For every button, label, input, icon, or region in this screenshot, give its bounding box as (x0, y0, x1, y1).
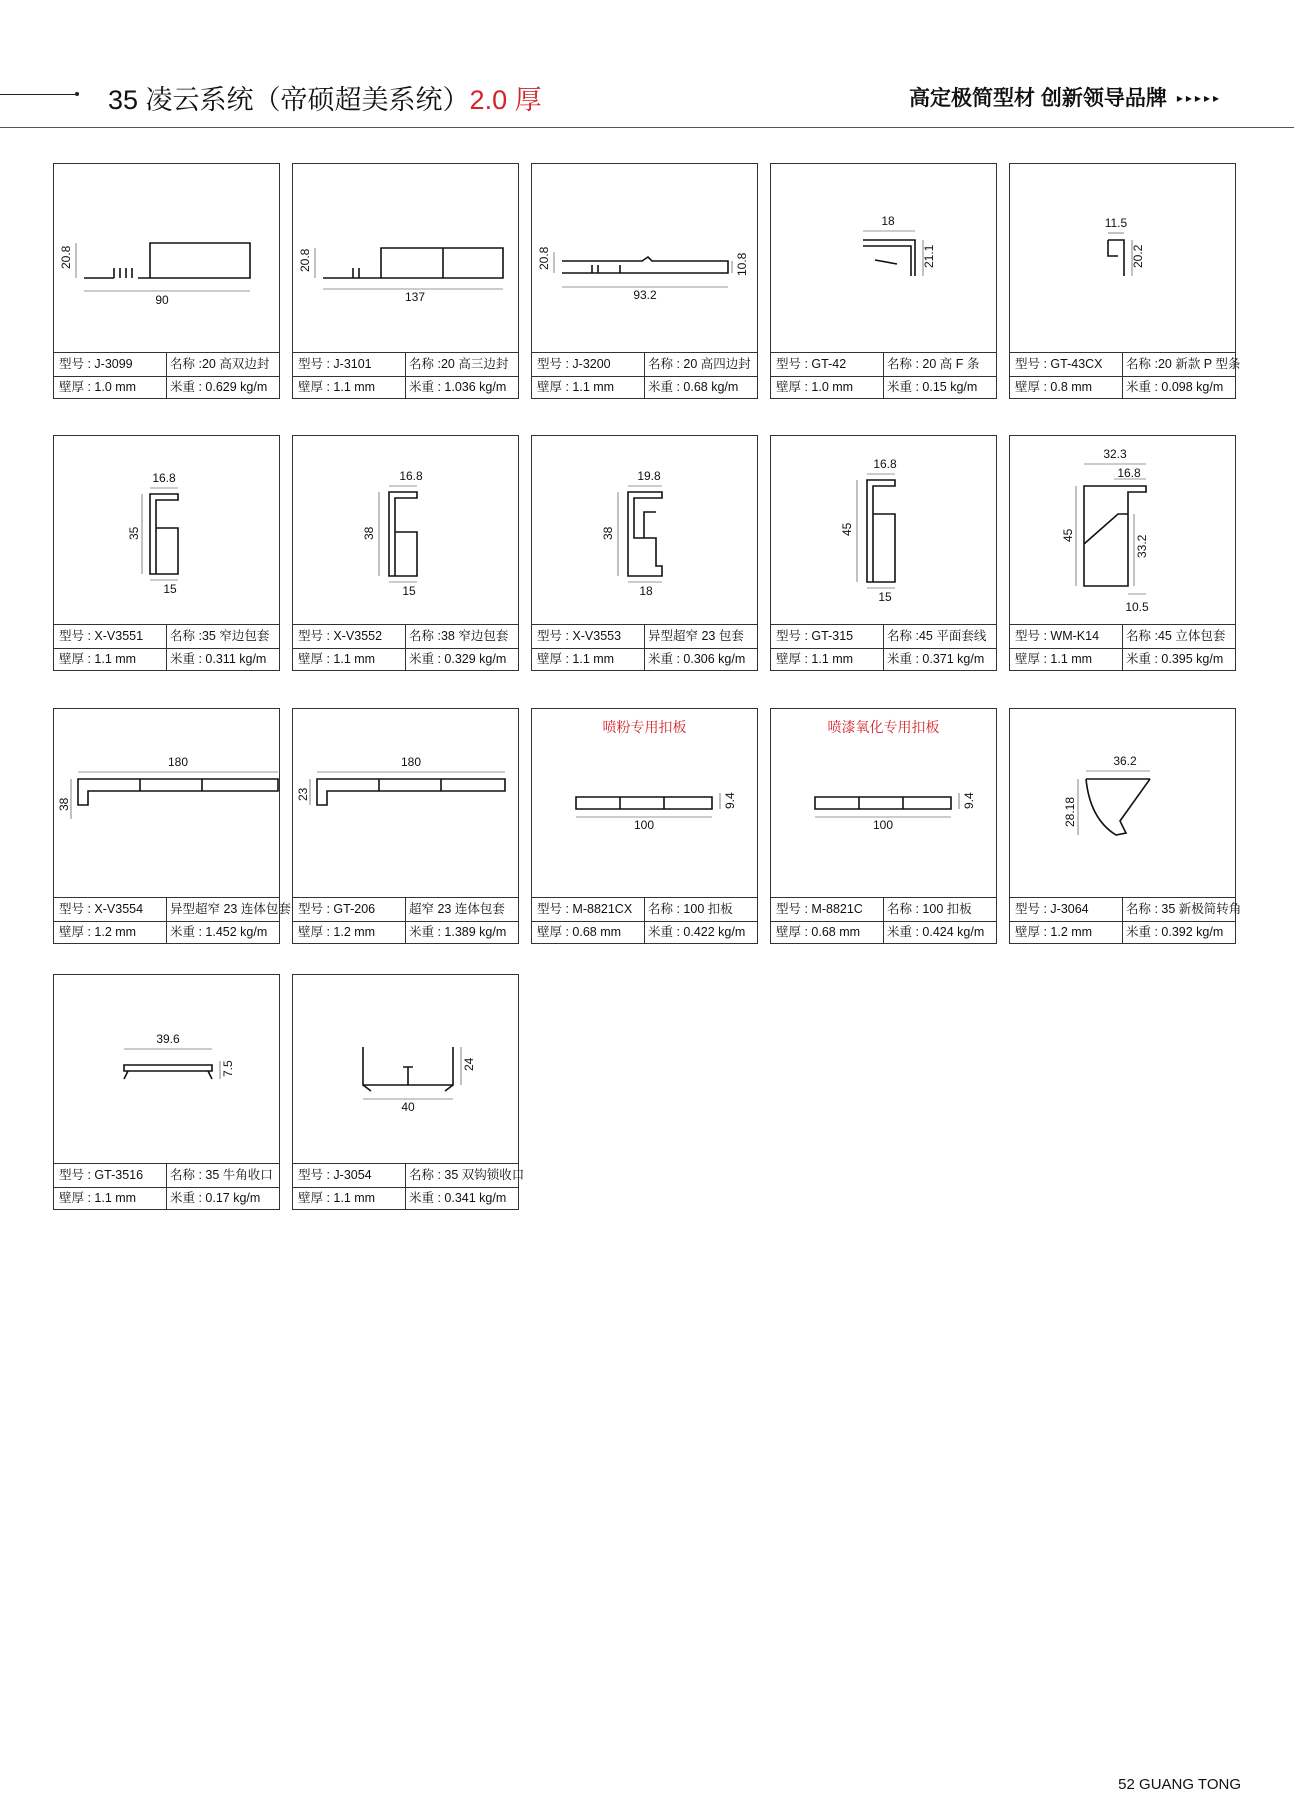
profile-svg (532, 164, 757, 352)
dim-label: 19.8 (637, 469, 661, 483)
product-card (53, 435, 280, 671)
unit-weight: 米重 : 0.424 kg/m (883, 921, 989, 944)
model-label: 型号 : X-V3551 (59, 629, 144, 643)
profile-drawing (1010, 709, 1235, 897)
unit-weight: 米重 : 1.389 kg/m (405, 921, 511, 944)
model-label: 型号 : GT-206 (298, 902, 376, 916)
profile-shape (628, 492, 662, 576)
spec-table (771, 897, 996, 944)
dim-label: 20.2 (1131, 244, 1145, 268)
profile-drawing (54, 436, 279, 624)
model-label: 型号 : GT-43CX (1015, 357, 1103, 371)
profile-svg (54, 436, 279, 624)
wall-thickness: 壁厚 : 1.1 mm (298, 380, 376, 394)
dim-label: 9.4 (962, 792, 976, 809)
profile-shape (389, 492, 417, 576)
dim-label: 38 (362, 526, 376, 540)
profile-svg (771, 164, 996, 352)
spec-table (293, 1163, 525, 1210)
dim-label: 40 (401, 1100, 415, 1114)
dim-label: 33.2 (1135, 534, 1149, 558)
profile-drawing (532, 709, 757, 897)
unit-weight: 米重 : 1.452 kg/m (166, 921, 272, 944)
spec-table (293, 352, 518, 399)
dim-label: 15 (163, 582, 177, 596)
product-card (292, 163, 519, 399)
model-label: 型号 : WM-K14 (1015, 629, 1100, 643)
dim-label: 16.8 (1117, 466, 1141, 480)
wall-thickness: 壁厚 : 1.1 mm (537, 380, 615, 394)
dim-label: 38 (601, 526, 615, 540)
arrows-icon: ▸▸▸▸▸ (1176, 91, 1222, 105)
dim-label: 9.4 (723, 792, 737, 809)
unit-weight: 米重 : 0.15 kg/m (883, 376, 989, 399)
dim-label: 100 (633, 818, 655, 832)
profile-drawing (771, 709, 996, 897)
profile-drawing (293, 975, 518, 1163)
profile-svg (54, 975, 279, 1163)
product-name: 名称 :38 窄边包套 (405, 625, 511, 648)
product-name: 名称 : 20 高 F 条 (883, 353, 989, 376)
profile-svg (1010, 436, 1235, 624)
dim-label: 45 (1061, 528, 1075, 542)
product-card (53, 708, 291, 944)
profile-svg (1010, 709, 1235, 897)
spec-table (54, 897, 291, 944)
profile-drawing (54, 164, 279, 352)
wall-thickness: 壁厚 : 1.2 mm (298, 925, 376, 939)
profile-shape (317, 779, 505, 805)
product-card (53, 974, 280, 1210)
dim-label: 20.8 (298, 248, 312, 272)
product-card (770, 163, 997, 399)
dim-label: 180 (167, 755, 189, 769)
model-label: 型号 : J-3099 (59, 357, 133, 371)
spec-table (1010, 352, 1241, 399)
profile-shape (1108, 240, 1124, 276)
header-slogan (909, 82, 1222, 112)
dim-label: 24 (462, 1057, 476, 1071)
product-name: 异型超窄 23 包套 (644, 625, 750, 648)
dim-label: 15 (402, 584, 416, 598)
title-thickness: 2.0 厚 (469, 85, 542, 115)
profile-shape (576, 797, 712, 809)
header-rule (0, 127, 1294, 128)
dim-label: 11.5 (1104, 216, 1128, 230)
product-card (53, 163, 280, 399)
model-label: 型号 : X-V3552 (298, 629, 383, 643)
unit-weight: 米重 : 0.392 kg/m (1122, 921, 1228, 944)
wall-thickness: 壁厚 : 1.0 mm (776, 380, 854, 394)
profile-drawing (771, 436, 996, 624)
product-name: 名称 : 100 扣板 (644, 898, 750, 921)
product-card (1009, 708, 1242, 944)
product-card (531, 435, 758, 671)
profile-svg (293, 164, 518, 352)
product-card (1009, 435, 1236, 671)
profile-drawing (293, 436, 518, 624)
header-dot (75, 92, 79, 96)
dim-label: 10.5 (1125, 600, 1149, 614)
unit-weight: 米重 : 0.306 kg/m (644, 648, 750, 671)
profile-shape (1086, 779, 1150, 835)
profile-shape (863, 240, 915, 276)
dim-label: 16.8 (152, 471, 176, 485)
product-card (531, 708, 758, 944)
profile-drawing (771, 164, 996, 352)
dim-label: 93.2 (633, 288, 657, 302)
unit-weight: 米重 : 0.098 kg/m (1122, 376, 1228, 399)
model-label: 型号 : GT-42 (776, 357, 847, 371)
dim-label: 16.8 (399, 469, 423, 483)
wall-thickness: 壁厚 : 1.1 mm (776, 652, 854, 666)
product-card (292, 708, 519, 944)
unit-weight: 米重 : 0.422 kg/m (644, 921, 750, 944)
profile-shape (84, 243, 250, 278)
wall-thickness: 壁厚 : 1.1 mm (59, 1191, 137, 1205)
unit-weight: 米重 : 0.371 kg/m (883, 648, 989, 671)
dim-label: 28.18 (1063, 796, 1077, 827)
unit-weight: 米重 : 0.395 kg/m (1122, 648, 1228, 671)
unit-weight: 米重 : 0.341 kg/m (405, 1187, 511, 1210)
dim-label: 20.8 (537, 246, 551, 270)
spec-table (293, 897, 518, 944)
model-label: 型号 : J-3054 (298, 1168, 372, 1182)
wall-thickness: 壁厚 : 1.2 mm (59, 925, 137, 939)
coating-note: 喷漆氧化专用扣板 (827, 719, 940, 735)
dim-label: 36.2 (1113, 754, 1137, 768)
profile-svg (771, 436, 996, 624)
title-main: 35 凌云系统（帝硕超美系统） (108, 85, 470, 115)
spec-table (1010, 624, 1235, 671)
profile-drawing (1010, 436, 1235, 624)
unit-weight: 米重 : 0.329 kg/m (405, 648, 511, 671)
profile-drawing (293, 709, 518, 897)
spec-table (771, 352, 996, 399)
model-label: 型号 : J-3101 (298, 357, 372, 371)
product-name: 名称 :35 窄边包套 (166, 625, 272, 648)
profile-shape (150, 494, 178, 574)
profile-svg (293, 975, 518, 1163)
spec-table (771, 624, 996, 671)
profile-svg (1010, 164, 1235, 352)
dim-label: 39.6 (156, 1032, 180, 1046)
coating-note: 喷粉专用扣板 (602, 719, 687, 735)
unit-weight: 米重 : 0.17 kg/m (166, 1187, 272, 1210)
product-name: 名称 :20 新款 P 型条 (1122, 353, 1228, 376)
model-label: 型号 : GT-315 (776, 629, 854, 643)
product-name: 名称 : 35 双钩锁收口 (405, 1164, 511, 1187)
profile-shape (78, 779, 278, 805)
product-name: 名称 : 100 扣板 (883, 898, 989, 921)
model-label: 型号 : GT-3516 (59, 1168, 144, 1182)
dim-label: 137 (404, 290, 426, 304)
product-name: 异型超窄 23 连体包套 (166, 898, 272, 921)
profile-svg (771, 709, 996, 897)
spec-table (54, 352, 279, 399)
model-label: 型号 : J-3064 (1015, 902, 1089, 916)
dim-label: 18 (639, 584, 653, 598)
wall-thickness: 壁厚 : 1.1 mm (537, 652, 615, 666)
product-card (770, 708, 997, 944)
profile-shape (363, 1047, 453, 1091)
wall-thickness: 壁厚 : 0.68 mm (537, 925, 622, 939)
profile-shape (815, 797, 951, 809)
wall-thickness: 壁厚 : 0.8 mm (1015, 380, 1093, 394)
profile-svg (532, 709, 757, 897)
product-name: 名称 : 35 新极简转角 (1122, 898, 1228, 921)
profile-drawing (1010, 164, 1235, 352)
spec-table (54, 1163, 279, 1210)
dim-label: 23 (296, 787, 310, 801)
dim-label: 32.3 (1103, 447, 1127, 461)
dim-label: 90 (155, 293, 169, 307)
dim-label: 15 (878, 590, 892, 604)
spec-table (532, 624, 757, 671)
profile-shape (867, 480, 895, 582)
unit-weight: 米重 : 0.311 kg/m (166, 648, 272, 671)
product-name: 名称 : 35 牛角收口 (166, 1164, 272, 1187)
model-label: 型号 : M-8821CX (537, 902, 633, 916)
profile-svg (54, 709, 279, 897)
profile-shape (124, 1065, 212, 1079)
spec-table (532, 352, 757, 399)
product-name: 名称 :20 高双边封 (166, 353, 272, 376)
page-header (0, 0, 1294, 130)
profile-shape (323, 248, 503, 278)
product-card (292, 974, 525, 1210)
wall-thickness: 壁厚 : 1.1 mm (1015, 652, 1093, 666)
wall-thickness: 壁厚 : 1.1 mm (59, 652, 137, 666)
profile-svg (54, 164, 279, 352)
product-card (292, 435, 519, 671)
profile-drawing (54, 709, 279, 897)
product-name: 名称 :45 立体包套 (1122, 625, 1228, 648)
page-number: 52 (1118, 1776, 1135, 1793)
unit-weight: 米重 : 1.036 kg/m (405, 376, 511, 399)
dim-label: 10.8 (735, 252, 749, 276)
dim-label: 35 (127, 526, 141, 540)
spec-table (54, 624, 279, 671)
dim-label: 45 (840, 522, 854, 536)
dim-label: 180 (400, 755, 422, 769)
dim-label: 38 (57, 797, 71, 811)
product-name: 名称 :20 高三边封 (405, 353, 511, 376)
model-label: 型号 : X-V3553 (537, 629, 622, 643)
page-footer (1118, 1776, 1241, 1793)
model-label: 型号 : X-V3554 (59, 902, 144, 916)
dim-label: 100 (872, 818, 894, 832)
wall-thickness: 壁厚 : 0.68 mm (776, 925, 861, 939)
wall-thickness: 壁厚 : 1.1 mm (298, 1191, 376, 1205)
brand-name: GUANG TONG (1139, 1776, 1241, 1793)
profile-svg (532, 436, 757, 624)
profile-drawing (532, 164, 757, 352)
product-card (1009, 163, 1241, 399)
spec-table (532, 897, 757, 944)
model-label: 型号 : M-8821C (776, 902, 863, 916)
page-title (108, 78, 542, 117)
profile-svg (293, 436, 518, 624)
spec-table (293, 624, 518, 671)
product-name: 名称 :45 平面套线 (883, 625, 989, 648)
dim-label: 20.8 (59, 245, 73, 269)
wall-thickness: 壁厚 : 1.1 mm (298, 652, 376, 666)
product-name: 名称 : 20 高四边封 (644, 353, 750, 376)
dim-label: 16.8 (873, 457, 897, 471)
product-card (770, 435, 997, 671)
dim-label: 7.5 (221, 1060, 235, 1077)
unit-weight: 米重 : 0.629 kg/m (166, 376, 272, 399)
profile-svg (293, 709, 518, 897)
profile-drawing (532, 436, 757, 624)
wall-thickness: 壁厚 : 1.2 mm (1015, 925, 1093, 939)
profile-drawing (54, 975, 279, 1163)
dim-label: 21.1 (922, 244, 936, 268)
product-name: 超窄 23 连体包套 (405, 898, 511, 921)
product-card (531, 163, 758, 399)
unit-weight: 米重 : 0.68 kg/m (644, 376, 750, 399)
spec-table (1010, 897, 1242, 944)
profile-shape (562, 257, 728, 273)
slogan-text: 高定极简型材 创新领导品牌 (909, 87, 1167, 110)
profile-drawing (293, 164, 518, 352)
model-label: 型号 : J-3200 (537, 357, 611, 371)
header-left-line (0, 94, 75, 95)
dim-label: 18 (881, 214, 895, 228)
wall-thickness: 壁厚 : 1.0 mm (59, 380, 137, 394)
